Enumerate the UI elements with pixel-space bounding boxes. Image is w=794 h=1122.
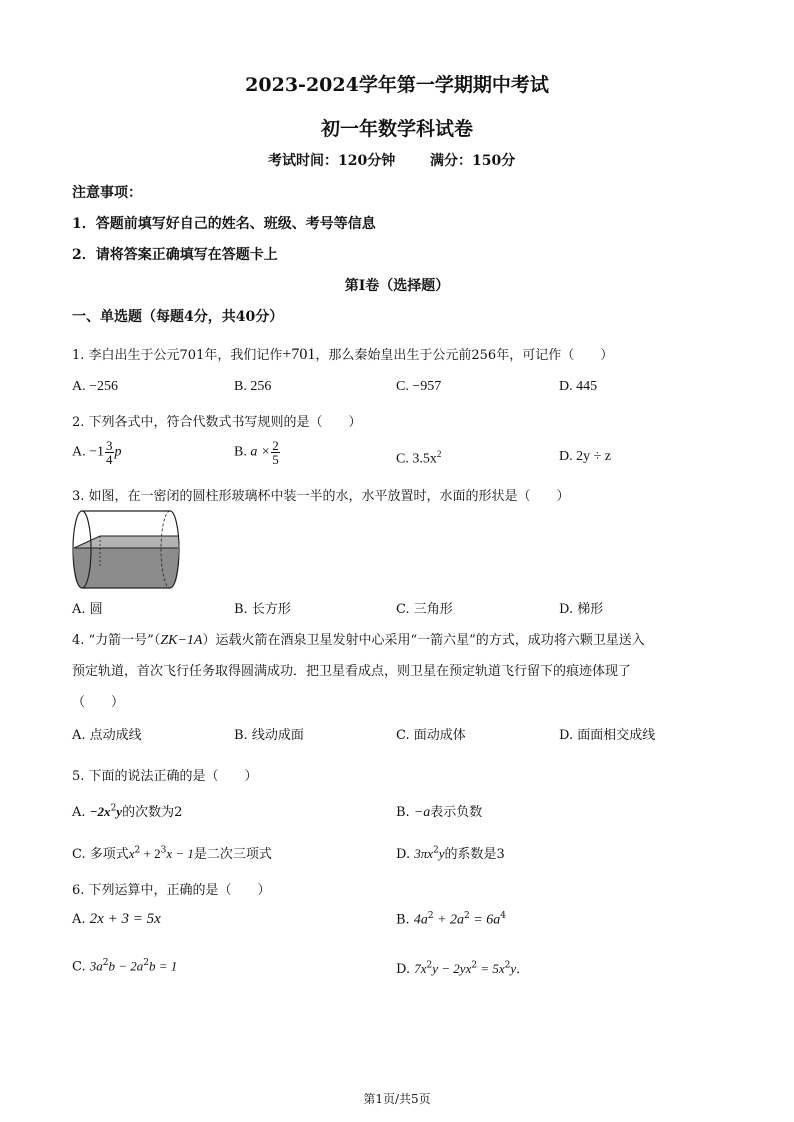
option-b: [396, 801, 482, 821]
option-a: [72, 911, 161, 928]
option-a-whole: −1: [89, 444, 105, 460]
option-a-expr: 2x + 3 = 5x: [89, 911, 161, 927]
option-d-expr: y: [510, 961, 517, 976]
option-d-end: ．: [516, 962, 530, 977]
option-d-label: D.: [559, 449, 573, 464]
option-a: A. 圆: [72, 602, 103, 617]
option-b: B. 256: [234, 379, 272, 394]
note-item: 2．请将答案正确填写在答题卡上: [72, 247, 278, 263]
option-c: [396, 449, 441, 468]
option-d-var: y: [438, 846, 445, 861]
question-3-stem: 3. 如图，在一密闭的圆柱形玻璃杯中装一半的水，水平放置时，水面的形状是（ ）: [72, 489, 570, 504]
option-d-expr: 3πx: [414, 846, 434, 861]
option-c: C. −957: [396, 379, 442, 394]
exam-time: 考试时间：120分钟: [268, 153, 396, 169]
option-c-text: 是二次三项式: [193, 847, 272, 862]
exponent: 2: [110, 803, 117, 814]
option-a: [72, 439, 122, 466]
water-surface: [74, 536, 178, 548]
option-a-expr: −2x: [89, 804, 111, 819]
page-number: 第1页/共5页: [363, 1092, 431, 1106]
option-b-expr: a ×: [250, 444, 271, 460]
note-item: 1．答题前填写好自己的姓名、班级、考号等信息: [72, 216, 376, 232]
option-b: [234, 439, 281, 466]
question-4-stem-line2: 预定轨道，首次飞行任务取得圆满成功．把卫星看成点，则卫星在预定轨道飞行留下的痕迹体现了: [72, 664, 632, 679]
option-c-expr: 3.5x: [412, 451, 437, 467]
question-6-stem: 6. 下列运算中，正确的是（ ）: [72, 883, 271, 898]
question-4-stem: [72, 629, 645, 649]
option-b-expr: = 6a: [469, 912, 501, 928]
option-c: C. 三角形: [396, 602, 453, 617]
fraction-numerator: 2: [272, 438, 279, 453]
exam-title: 2023-2024学年第一学期期中考试: [245, 74, 549, 96]
option-b: B. 长方形: [234, 602, 291, 617]
section-title: 一、单选题（每题4分，共40分）: [72, 309, 284, 325]
option-b-expr: −a: [413, 805, 431, 820]
question-2-stem: 2. 下列各式中，符合代数式书写规则的是（ ）: [72, 415, 362, 430]
question-5-stem: 5. 下面的说法正确的是（ ）: [72, 769, 258, 784]
option-d-text: 的系数是3: [444, 847, 505, 862]
fraction: [105, 439, 114, 466]
option-d: [396, 843, 505, 862]
exponent: 3: [160, 845, 167, 856]
option-c-label: C.: [72, 959, 86, 975]
option-d-expr: y − 2yx: [432, 961, 472, 976]
question-1-stem-pre: 1. 李白出生于公元701年，我们记作: [72, 348, 283, 363]
option-b: [396, 911, 506, 928]
exponent: 2: [426, 960, 433, 971]
option-a-var: p: [114, 444, 122, 460]
option-b-expr: + 2a: [433, 912, 465, 928]
exponent: 2: [464, 911, 470, 921]
option-d: [559, 449, 611, 465]
exponent: 2: [134, 845, 141, 856]
option-a-label: A.: [72, 805, 86, 820]
option-d: D. 梯形: [559, 602, 604, 617]
option-b-label: B.: [234, 444, 247, 460]
option-d-expr: = 5x: [477, 961, 505, 976]
option-c-label: C. 多项式: [72, 847, 129, 862]
option-d: D. 面面相交成线: [559, 728, 656, 743]
option-a: [72, 801, 182, 820]
option-a-var: y: [116, 804, 123, 819]
option-c-expr: + 2: [140, 846, 161, 861]
exponent: 2: [436, 449, 442, 459]
exponent: 2: [102, 958, 109, 968]
option-c: [72, 958, 177, 974]
question-1-stem-post: ，那么秦始皇出生于公元前256年，可记作（ ）: [315, 348, 614, 363]
question-4-stem-start: 4. “力箭一号”（: [72, 633, 161, 648]
option-c-expr: b = 1: [149, 958, 178, 974]
exponent: 4: [500, 911, 506, 921]
exponent: 2: [143, 958, 150, 968]
option-b-label: B.: [396, 805, 410, 820]
cylinder-figure: [70, 508, 186, 594]
option-c-label: C.: [396, 451, 409, 467]
option-b: B. 线动成面: [234, 728, 304, 743]
option-d-label: D.: [396, 847, 411, 862]
option-d-expr: 2y ÷ z: [576, 449, 612, 464]
question-1-math: +701: [282, 346, 316, 363]
full-score: 满分：150分: [430, 153, 516, 169]
exponent: 2: [471, 960, 478, 971]
option-d: [396, 958, 529, 977]
question-4-math: ZK−1A: [160, 633, 203, 648]
option-d-label: D.: [396, 962, 411, 977]
option-c: [72, 843, 272, 862]
fraction-denominator: 5: [272, 452, 279, 467]
part-title: 第I卷（选择题）: [344, 278, 450, 294]
option-a-label: A.: [72, 912, 86, 927]
option-b-label: B.: [396, 912, 410, 928]
option-c: C. 面动成体: [396, 728, 466, 743]
exponent: 2: [504, 960, 511, 971]
exam-subtitle: 初一年数学科试卷: [320, 118, 473, 140]
option-c-expr: x: [128, 846, 135, 861]
notes-heading: 注意事项：: [72, 185, 142, 201]
option-a-text: 的次数为2: [122, 805, 183, 820]
option-a: A. −256: [72, 379, 119, 394]
option-d-expr: 7x: [414, 961, 427, 976]
option-c-expr: b − 2a: [108, 958, 144, 974]
question-4-stem-line3: （ ）: [72, 695, 125, 710]
option-c-expr: x − 1: [166, 846, 194, 861]
question-1-stem: [72, 344, 613, 364]
fraction-denominator: 4: [106, 452, 113, 467]
exponent: 2: [433, 845, 439, 856]
option-c-expr: 3a: [89, 958, 103, 974]
option-b-text: 表示负数: [430, 805, 483, 820]
fraction: [271, 439, 280, 466]
option-b-expr: 4a: [413, 912, 428, 928]
fraction-numerator: 3: [106, 438, 113, 453]
option-d: D. 445: [559, 379, 598, 394]
option-a: A. 点动成线: [72, 728, 142, 743]
exponent: 2: [427, 911, 434, 921]
question-4-stem-rest: ）运载火箭在酒泉卫星发射中心采用“一箭六星”的方式，成功将六颗卫星送入: [202, 633, 645, 648]
option-a-label: A.: [72, 444, 86, 460]
